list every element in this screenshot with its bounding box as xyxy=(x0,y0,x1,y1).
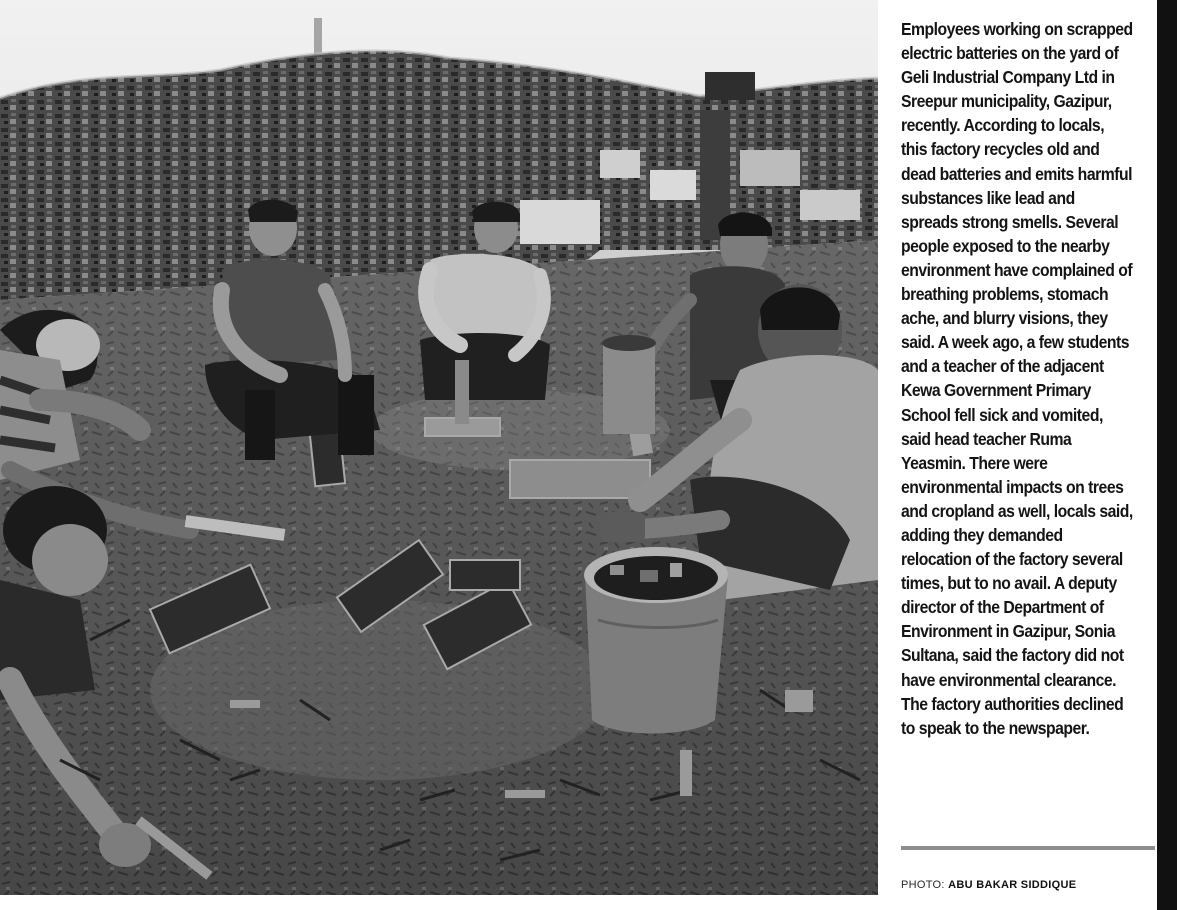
photographer-name: ABU BAKAR SIDDIQUE xyxy=(948,879,1077,891)
photo-caption: Employees working on scrapped electric batteries on the yard of Geli Industrial Company Ltd in Sreepur municipality, Gazipur, recently. According to locals, this factory recycles old and dead batteries and emits harmful substances like lead and spreads strong smells. Several people exposed to the nearby environment have complained of breathing problems, stomach ache, and blurry visions, they said. A week ago, a few students and a teacher of the adjacent Kewa Government Primary School fell sick and vomited, said head teacher Ruma Yeasmin. There were environmental impacts on trees and cropland as well, locals said, adding they demanded relocation of the factory several times, but to no avail. A deputy director of the Department of Environment in Gazipur, Sonia Sultana, said the factory did not have environmental clearance. The factory authorities declined to speak to the newspaper. xyxy=(901,19,1133,738)
caption-divider xyxy=(901,846,1155,850)
photo-credit xyxy=(901,879,1155,891)
credit-label: PHOTO: xyxy=(901,879,945,891)
page-edge xyxy=(1157,0,1177,910)
